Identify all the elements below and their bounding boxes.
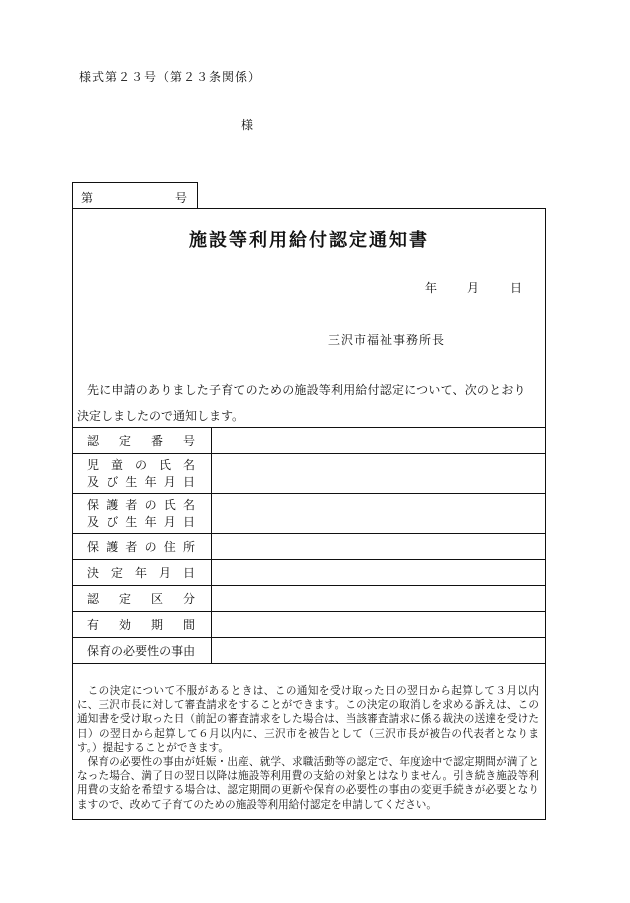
- field-label: [73, 428, 212, 454]
- number-prefix: 第: [81, 191, 94, 205]
- field-label-char: 効: [118, 618, 131, 632]
- table-row: [73, 612, 546, 638]
- field-label-line: [87, 514, 195, 531]
- field-label-char: 護: [106, 540, 119, 554]
- field-value: [212, 560, 546, 586]
- field-label: [73, 586, 212, 612]
- field-label-char: 月: [158, 566, 171, 580]
- table-row: [73, 428, 546, 454]
- field-label-char: 間: [182, 618, 195, 632]
- table-row: [73, 560, 546, 586]
- field-label-char: 者: [125, 497, 138, 512]
- field-label-char: の: [134, 457, 147, 472]
- field-label-char: の: [159, 644, 172, 658]
- issuer-name: 三沢市福祉事務所長: [328, 333, 446, 347]
- date-month: 月: [467, 281, 480, 295]
- field-label-char: 事: [171, 644, 184, 658]
- field-value: [212, 428, 546, 454]
- field-label-char: 生: [125, 474, 138, 489]
- body-text-line2: 決定しましたので通知します。: [77, 409, 245, 423]
- field-label-char: 定: [110, 566, 123, 580]
- field-value: [212, 494, 546, 534]
- field-label-line: [87, 432, 195, 449]
- field-label-char: 月: [163, 514, 176, 529]
- field-label-char: の: [144, 540, 157, 554]
- field-label-char: の: [144, 497, 157, 512]
- field-label-line: [87, 642, 195, 659]
- body-text-line1: 先に申請のありました子育てのための施設等利用給付認定について、次のとおり: [87, 383, 526, 397]
- table-row: [73, 586, 546, 612]
- field-label-char: 育: [99, 644, 112, 658]
- info-table: [72, 427, 546, 664]
- field-label-char: 生: [125, 514, 138, 529]
- field-label-char: 分: [182, 592, 195, 606]
- field-value: [212, 612, 546, 638]
- field-label-char: 氏: [158, 457, 171, 472]
- field-value: [212, 454, 546, 494]
- field-label-char: 年: [134, 566, 147, 580]
- field-label-char: 日: [182, 566, 195, 580]
- field-label: [73, 560, 212, 586]
- field-label-char: 由: [183, 644, 196, 658]
- note-paragraph-nursery: 保育の必要性の事由が妊娠・出産、就学、求職活動等の認定で、年度途中で認定期間が満了となった場合、満了日の翌日以降は施設等利用費の支給の対象とはなりません。引き続き施設等利用費の支給を希望する場合は、認定期間の更新や保育の必要性の事由の変更手続きが必要となりますので、改めて子育てのための施設等利用給付認定を申請してください。: [77, 756, 539, 811]
- field-label-char: び: [106, 474, 119, 489]
- field-label-char: 及: [87, 514, 100, 529]
- field-label-char: の: [111, 644, 124, 658]
- field-label-char: 決: [87, 566, 100, 580]
- field-label-char: 定: [118, 592, 131, 606]
- table-row: [73, 534, 546, 560]
- date-day: 日: [510, 281, 523, 295]
- field-label-char: 月: [163, 474, 176, 489]
- field-label-char: 番: [150, 434, 163, 448]
- field-label-char: 年: [144, 514, 157, 529]
- field-label: [73, 494, 212, 534]
- field-label-line: [87, 497, 195, 514]
- field-label-char: 護: [106, 497, 119, 512]
- field-label: [73, 612, 212, 638]
- field-label-char: 認: [87, 434, 100, 448]
- notes-section: [77, 684, 539, 812]
- field-label-char: 所: [182, 540, 195, 554]
- field-label-char: び: [106, 514, 119, 529]
- date-year: 年: [425, 281, 438, 295]
- field-label-char: 児: [87, 457, 100, 472]
- field-label-char: 期: [150, 618, 163, 632]
- field-label-line: [87, 564, 195, 581]
- notice-frame: [72, 208, 546, 820]
- field-label-char: 性: [147, 644, 160, 658]
- field-label-char: 名: [182, 497, 195, 512]
- field-label: [73, 454, 212, 494]
- field-label-char: 認: [87, 592, 100, 606]
- field-label-char: 必: [123, 644, 136, 658]
- note-paragraph-appeal: この決定について不服があるときは、この通知を受け取った日の翌日から起算して３月以内に、三沢市長に対して審査請求をすることができます。この決定の取消しを求める訴えは、この通知書を受け取った日（前記の審査請求をした場合は、当該審査請求に係る裁決の送達を受けた日）の翌日から起算して６月以内に、三沢市を被告として（三沢市長が被告の代表者となります。）提起することができます。: [77, 685, 539, 754]
- field-label-char: 区: [150, 592, 163, 606]
- recipient-suffix: 様: [241, 118, 254, 132]
- field-label-char: 保: [87, 644, 100, 658]
- field-label-char: 要: [135, 644, 148, 658]
- field-label-char: 名: [182, 457, 195, 472]
- table-row: [73, 454, 546, 494]
- field-label-char: 住: [163, 540, 176, 554]
- table-row: [73, 494, 546, 534]
- field-value: [212, 534, 546, 560]
- field-label-char: 日: [182, 514, 195, 529]
- field-label-line: [87, 457, 195, 474]
- table-row: [73, 638, 546, 664]
- field-label-line: [87, 538, 195, 555]
- field-label-char: 氏: [163, 497, 176, 512]
- field-label-char: 及: [87, 474, 100, 489]
- form-number: 様式第２３号（第２３条関係）: [79, 70, 262, 84]
- field-label-char: 有: [87, 618, 100, 632]
- field-label: [73, 534, 212, 560]
- field-label-char: 号: [182, 434, 195, 448]
- field-label-line: [87, 616, 195, 633]
- field-label-char: 保: [87, 497, 100, 512]
- field-label-char: 日: [182, 474, 195, 489]
- field-label-char: 年: [144, 474, 157, 489]
- field-value: [212, 586, 546, 612]
- field-label-char: 者: [125, 540, 138, 554]
- field-value: [212, 638, 546, 664]
- field-label: [73, 638, 212, 664]
- field-label-line: [87, 590, 195, 607]
- notice-number-box: [72, 182, 198, 208]
- field-label-char: 保: [87, 540, 100, 554]
- field-label-char: 童: [110, 457, 123, 472]
- page-title: 施設等利用給付認定通知書: [189, 230, 429, 251]
- field-label-line: [87, 474, 195, 491]
- number-suffix: 号: [175, 191, 188, 205]
- field-label-char: 定: [118, 434, 131, 448]
